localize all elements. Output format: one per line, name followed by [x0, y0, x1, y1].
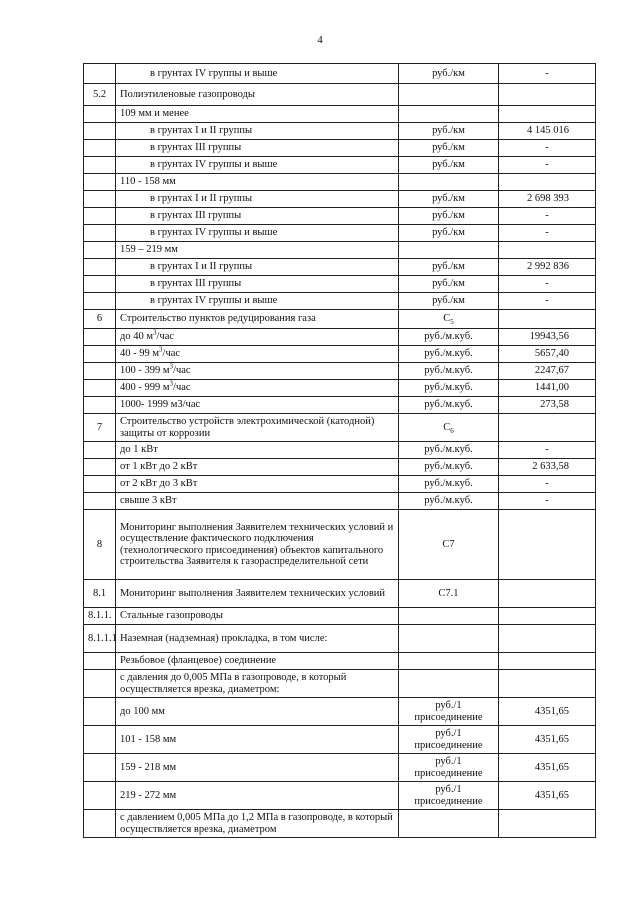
row-unit: руб./1 присоединение — [399, 698, 499, 726]
row-description: в грунтах IV группы и выше — [116, 293, 399, 310]
table-row — [84, 493, 596, 510]
row-unit: руб./м.куб. — [399, 346, 499, 363]
row-description: с давления до 0,005 МПа в газопроводе, в который осуществляется врезка, диаметром: — [116, 670, 399, 698]
table-row — [84, 84, 596, 106]
row-value: - — [499, 293, 596, 310]
row-unit: руб./км — [399, 64, 499, 84]
row-description: 100 - 399 $м^3$/час — [116, 363, 399, 380]
row-value: 19943,56 — [499, 329, 596, 346]
row-number — [84, 242, 116, 259]
row-number: 8 — [84, 510, 116, 580]
row-description: в грунтах I и II группы — [116, 123, 399, 140]
table-row — [84, 140, 596, 157]
table-row — [84, 608, 596, 625]
table-row — [84, 510, 596, 580]
table-row — [84, 329, 596, 346]
row-number — [84, 726, 116, 754]
row-value — [499, 670, 596, 698]
row-description: свыше 3 кВт — [116, 493, 399, 510]
table-row — [84, 293, 596, 310]
row-number — [84, 698, 116, 726]
row-number: 5.2 — [84, 84, 116, 106]
row-value: 4351,65 — [499, 754, 596, 782]
row-value — [499, 106, 596, 123]
table-row — [84, 726, 596, 754]
table-row — [84, 810, 596, 838]
row-unit: руб./км — [399, 191, 499, 208]
row-unit: руб./км — [399, 293, 499, 310]
row-number — [84, 442, 116, 459]
row-description: 109 мм и менее — [116, 106, 399, 123]
table-row — [84, 174, 596, 191]
row-description: в грунтах III группы — [116, 140, 399, 157]
row-unit: руб./км — [399, 259, 499, 276]
row-unit: руб./1 присоединение — [399, 754, 499, 782]
row-number — [84, 225, 116, 242]
row-number — [84, 346, 116, 363]
row-number: 8.1.1. — [84, 608, 116, 625]
row-value: - — [499, 276, 596, 293]
unit-superscript: 3 — [153, 328, 157, 337]
row-description: в грунтах IV группы и выше — [116, 225, 399, 242]
row-value — [499, 84, 596, 106]
row-number — [84, 293, 116, 310]
row-value — [499, 310, 596, 329]
row-unit: C7 — [399, 510, 499, 580]
row-description: в грунтах IV группы и выше — [116, 64, 399, 84]
row-number — [84, 140, 116, 157]
tariff-table — [83, 63, 596, 838]
row-unit — [399, 653, 499, 670]
row-number — [84, 493, 116, 510]
row-unit: руб./км — [399, 225, 499, 242]
row-description: Стальные газопроводы — [116, 608, 399, 625]
table-row — [84, 380, 596, 397]
row-description: в грунтах III группы — [116, 208, 399, 225]
table-row — [84, 754, 596, 782]
row-value: 2247,67 — [499, 363, 596, 380]
unit-superscript: 3 — [169, 362, 174, 371]
row-description: Строительство устройств электрохимической (катодной) защиты от коррозии — [116, 414, 399, 442]
row-description: от 2 кВт до 3 кВт — [116, 476, 399, 493]
row-number: 7 — [84, 414, 116, 442]
unit-superscript: 3 — [169, 379, 174, 388]
row-value — [499, 414, 596, 442]
row-value: 4351,65 — [499, 698, 596, 726]
row-value — [499, 174, 596, 191]
table-row — [84, 397, 596, 414]
row-unit: $C_5$ — [399, 310, 499, 329]
row-value: 4 145 016 — [499, 123, 596, 140]
row-unit: руб./км — [399, 123, 499, 140]
row-value — [499, 608, 596, 625]
row-number — [84, 754, 116, 782]
row-description: Строительство пунктов редуцирования газа — [116, 310, 399, 329]
row-number — [84, 276, 116, 293]
row-unit — [399, 174, 499, 191]
row-unit — [399, 625, 499, 653]
row-number — [84, 191, 116, 208]
row-number — [84, 208, 116, 225]
row-description: 40 - 99 $м^3$/час — [116, 346, 399, 363]
row-description: Мониторинг выполнения Заявителем технических условий — [116, 580, 399, 608]
row-value — [499, 242, 596, 259]
table-row — [84, 242, 596, 259]
row-unit: руб./м.куб. — [399, 493, 499, 510]
table-row — [84, 653, 596, 670]
row-unit — [399, 106, 499, 123]
row-description: 159 – 219 мм — [116, 242, 399, 259]
row-number — [84, 64, 116, 84]
table-row — [84, 442, 596, 459]
table-row — [84, 259, 596, 276]
row-description: в грунтах I и II группы — [116, 259, 399, 276]
table-row — [84, 414, 596, 442]
table-row — [84, 670, 596, 698]
row-number — [84, 459, 116, 476]
row-unit: $C_6$ — [399, 414, 499, 442]
table-row — [84, 459, 596, 476]
row-unit: C7.1 — [399, 580, 499, 608]
row-value: 2 992 836 — [499, 259, 596, 276]
row-number — [84, 782, 116, 810]
row-unit: руб./км — [399, 157, 499, 174]
row-number — [84, 123, 116, 140]
row-value: 273,58 — [499, 397, 596, 414]
row-unit: руб./1 присоединение — [399, 782, 499, 810]
row-number — [84, 380, 116, 397]
row-number — [84, 106, 116, 123]
row-value: - — [499, 208, 596, 225]
table-row — [84, 346, 596, 363]
row-description: 400 - 999 $м^3$/час — [116, 380, 399, 397]
row-number: 8.1.1.1 — [84, 625, 116, 653]
row-unit: руб./м.куб. — [399, 397, 499, 414]
row-unit — [399, 608, 499, 625]
row-description: Мониторинг выполнения Заявителем технических условий и осуществление фактического подключения (технологического присоединения) объектов капитального строительства Заявителя к газораспределительной сети — [116, 510, 399, 580]
table-row — [84, 208, 596, 225]
table-row — [84, 123, 596, 140]
unit-subscript: 6 — [450, 426, 454, 435]
row-description: в грунтах I и II группы — [116, 191, 399, 208]
row-description: в грунтах III группы — [116, 276, 399, 293]
row-value: 5657,40 — [499, 346, 596, 363]
row-number — [84, 810, 116, 838]
row-description: от 1 кВт до 2 кВт — [116, 459, 399, 476]
row-value — [499, 625, 596, 653]
row-unit — [399, 84, 499, 106]
row-value — [499, 810, 596, 838]
row-unit: руб./м.куб. — [399, 459, 499, 476]
row-number — [84, 157, 116, 174]
row-description: в грунтах IV группы и выше — [116, 157, 399, 174]
row-description: до 40 $м^3$/час — [116, 329, 399, 346]
table-row — [84, 580, 596, 608]
row-unit: руб./м.куб. — [399, 442, 499, 459]
table-row — [84, 106, 596, 123]
row-number — [84, 259, 116, 276]
row-description: до 1 кВт — [116, 442, 399, 459]
table-row — [84, 310, 596, 329]
table-row — [84, 363, 596, 380]
row-value: 2 633,58 — [499, 459, 596, 476]
table-row — [84, 191, 596, 208]
row-number — [84, 653, 116, 670]
table-row — [84, 782, 596, 810]
row-description: Наземная (надземная) прокладка, в том числе: — [116, 625, 399, 653]
table-row — [84, 157, 596, 174]
table-row — [84, 276, 596, 293]
tariff-table-body — [84, 64, 596, 838]
row-value: 2 698 393 — [499, 191, 596, 208]
row-value: - — [499, 157, 596, 174]
row-unit: руб./м.куб. — [399, 476, 499, 493]
row-value — [499, 510, 596, 580]
row-description: Полиэтиленовые газопроводы — [116, 84, 399, 106]
table-row — [84, 476, 596, 493]
table-row — [84, 64, 596, 84]
row-description: 101 - 158 мм — [116, 726, 399, 754]
row-number — [84, 476, 116, 493]
page-number: 4 — [317, 34, 323, 46]
unit-superscript: 3 — [159, 345, 163, 354]
row-unit — [399, 670, 499, 698]
row-value: - — [499, 225, 596, 242]
row-unit: руб./км — [399, 208, 499, 225]
row-description: 219 - 272 мм — [116, 782, 399, 810]
row-value: - — [499, 493, 596, 510]
row-number — [84, 363, 116, 380]
table-row — [84, 225, 596, 242]
row-unit: руб./м.куб. — [399, 363, 499, 380]
row-unit: руб./1 присоединение — [399, 726, 499, 754]
row-description: 159 - 218 мм — [116, 754, 399, 782]
row-unit: руб./м.куб. — [399, 329, 499, 346]
row-value: 4351,65 — [499, 782, 596, 810]
row-description: 1000- 1999 м3/час — [116, 397, 399, 414]
row-number — [84, 174, 116, 191]
row-value — [499, 653, 596, 670]
row-unit — [399, 242, 499, 259]
row-value — [499, 580, 596, 608]
unit-subscript: 5 — [450, 318, 454, 327]
table-row — [84, 698, 596, 726]
row-unit — [399, 810, 499, 838]
row-description: до 100 мм — [116, 698, 399, 726]
row-value: - — [499, 64, 596, 84]
row-value: 1441,00 — [499, 380, 596, 397]
row-description: с давлением 0,005 МПа до 1,2 МПа в газопроводе, в который осуществляется врезка, диаметром — [116, 810, 399, 838]
row-number — [84, 329, 116, 346]
table-row — [84, 625, 596, 653]
row-unit: руб./км — [399, 140, 499, 157]
row-description: Резьбовое (фланцевое) соединение — [116, 653, 399, 670]
row-number: 8.1 — [84, 580, 116, 608]
row-description: 110 - 158 мм — [116, 174, 399, 191]
row-number: 6 — [84, 310, 116, 329]
row-number — [84, 670, 116, 698]
row-value: - — [499, 476, 596, 493]
row-value: - — [499, 442, 596, 459]
row-unit: руб./м.куб. — [399, 380, 499, 397]
row-value: - — [499, 140, 596, 157]
row-number — [84, 397, 116, 414]
row-value: 4351,65 — [499, 726, 596, 754]
row-unit: руб./км — [399, 276, 499, 293]
